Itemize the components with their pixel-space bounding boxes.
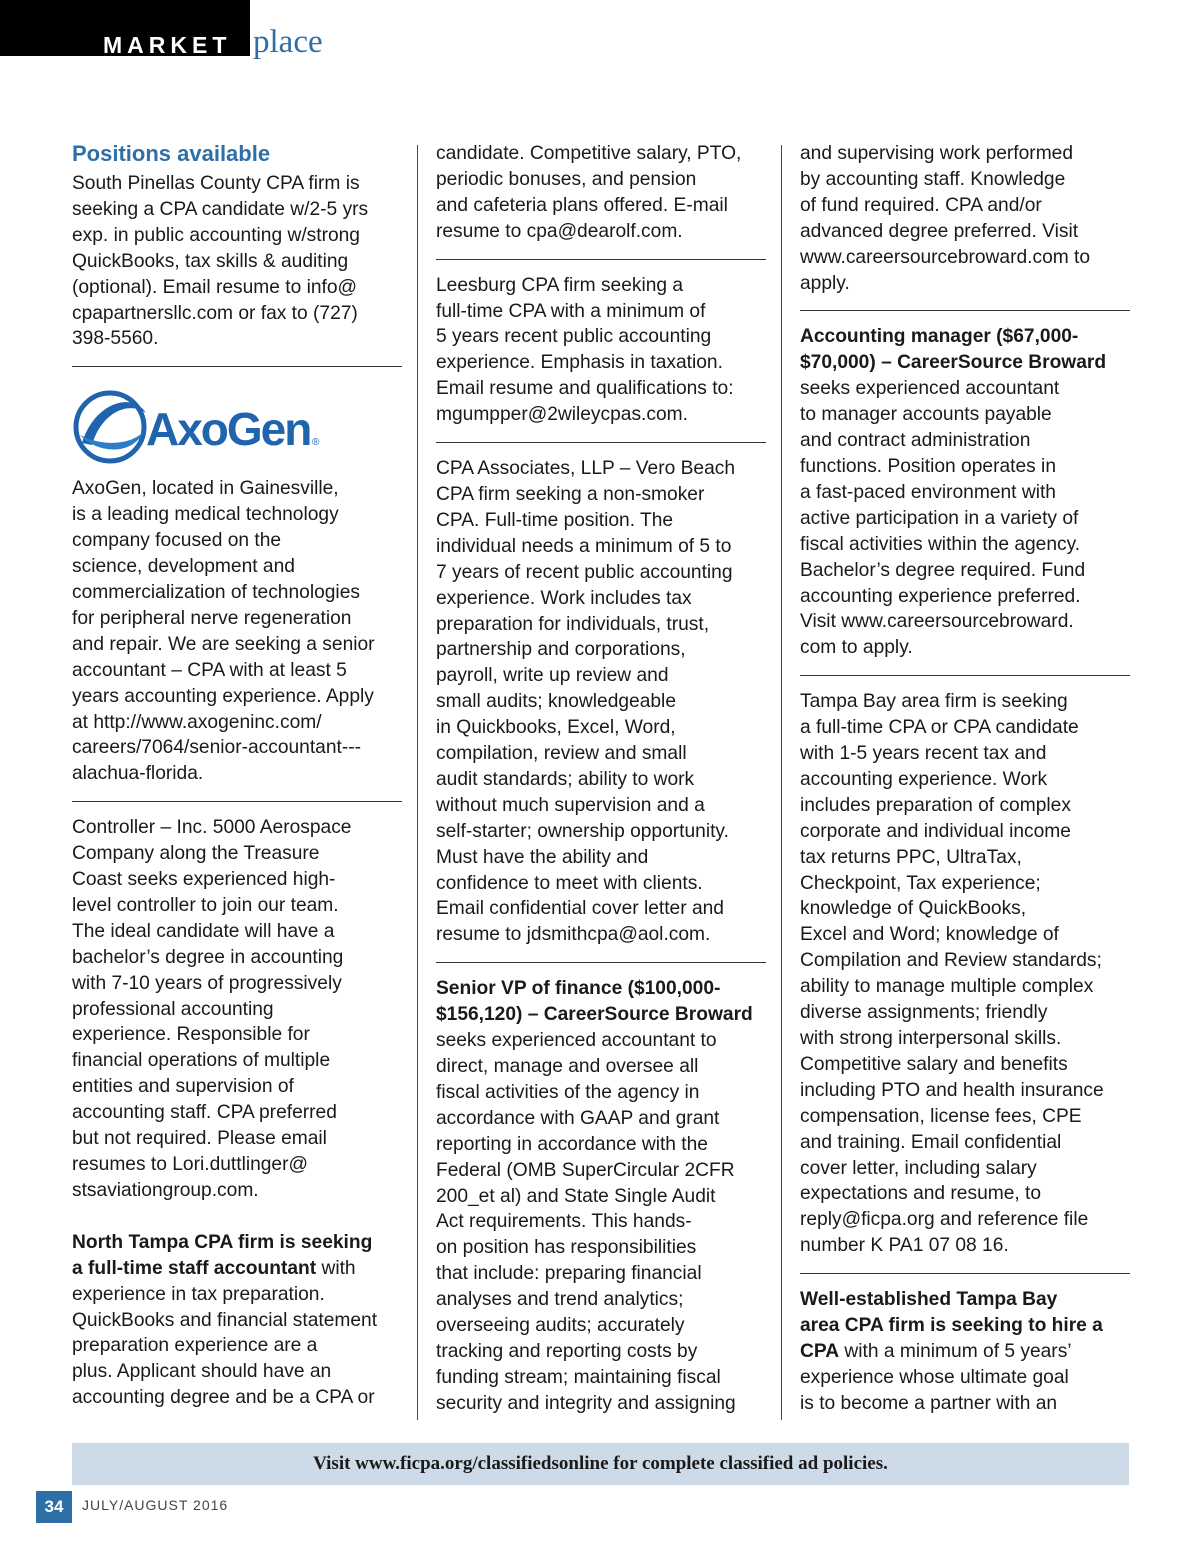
ad-line: commercialization of technologies [72,581,360,603]
ad-line: in Quickbooks, Excel, Word, [436,717,676,739]
ad-line: number K PA1 07 08 16. [800,1235,1009,1257]
ad-line: experience whose ultimate goal [800,1366,1069,1388]
ad-line: but not required. Please email [72,1128,327,1150]
ad-line: and training. Email confidential [800,1131,1062,1153]
ad-line: is to become a partner with an [800,1392,1058,1414]
ad-separator [800,675,1130,676]
ad-line: seeks experienced accountant to [436,1030,717,1052]
ad-line: and repair. We are seeking a senior [72,633,375,655]
ad-line: individual needs a minimum of 5 to [436,535,732,557]
ad-line: preparation for individuals, trust, [436,613,710,635]
ad-line: years accounting experience. Apply [72,685,374,707]
page-number: 34 [36,1491,72,1523]
ad-line: Compilation and Review standards; [800,950,1102,972]
ad-line: direct, manage and oversee all [436,1056,699,1077]
header-place: place [253,24,323,60]
ad-line: apply. [800,272,850,294]
ad-line: QuickBooks and financial statement [72,1309,378,1331]
ad-line: overseeing audits; accurately [436,1315,685,1337]
ad-line: a fast-paced environment with [800,481,1056,503]
ad-line: with strong interpersonal skills. [800,1028,1062,1049]
ad-accounting-manager [800,324,1130,661]
ad-separator [72,366,402,367]
ad-line: and cafeteria plans offered. E-mail [436,194,728,216]
ad-line: Accounting manager ($67,000- [800,326,1079,348]
ad-line: Federal (OMB SuperCircular 2CFR [436,1159,735,1181]
column-divider [781,145,782,1420]
ad-line: accountant – CPA with at least 5 [72,659,347,681]
ad-line: accounting staff. CPA preferred [72,1102,337,1124]
axogen-logo [72,380,402,470]
ad-line: knowledge of QuickBooks, [800,898,1027,920]
ad-line: 200_et al) and State Single Audit [436,1185,716,1207]
ad-line: 5 years recent public accounting [436,326,712,348]
logo-registered: ® [312,437,320,449]
ad-line: exp. in public accounting w/strong [72,224,360,246]
ad-line: security and integrity and assigning [436,1392,736,1414]
ad-line: and contract administration [800,430,1031,452]
ad-line: level controller to join our team. [72,894,339,916]
ad-line: CPA Associates, LLP – Vero Beach [436,458,736,480]
ad-line: accounting experience. Work [800,768,1048,790]
ad-line: self-starter; ownership opportunity. [436,820,729,842]
ad-line: science, development and [72,556,295,578]
ad-line: CPA firm seeking a non-smoker [436,483,705,505]
ad-line: 398-5560. [72,328,159,350]
ad-line: entities and supervision of [72,1076,294,1098]
ad-line: stsaviationgroup.com. [72,1179,259,1201]
ad-line: functions. Position operates in [800,455,1056,477]
ad-line: expectations and resume, to [800,1183,1042,1205]
classified-policy-notice [72,1443,1129,1485]
ad-line: tax returns PPC, UltraTax, [800,846,1022,868]
ad-line: advanced degree preferred. Visit [800,220,1079,242]
ad-separator [800,1273,1130,1274]
column-1 [72,141,402,1411]
ad-tampa-bay [800,689,1130,1259]
ad-line: including PTO and health insurance [800,1079,1104,1101]
ad-axogen [72,476,402,787]
ad-line: a full-time CPA or CPA candidate [800,717,1079,739]
ad-line: fiscal activities within the agency. [800,533,1081,555]
ad-senior-vp-finance [436,976,766,1416]
ad-line: 7 years of recent public accounting [436,561,733,583]
ad-line: with 7-10 years of progressively [72,972,342,994]
ad-line: accounting experience preferred. [800,585,1081,607]
ad-line: $156,120) – CareerSource Broward [436,1004,753,1026]
ad-line: Coast seeks experienced high- [72,869,336,891]
ad-line: experience. Emphasis in taxation. [436,352,723,374]
ad-line: Checkpoint, Tax experience; [800,872,1041,894]
ad-line: Tampa Bay area firm is seeking [800,691,1068,713]
ad-south-pinellas [72,171,402,352]
ad-line: cpapartnersllc.com or fax to (727) [72,302,358,324]
ad-line: and supervising work performed [800,143,1074,164]
ad-cpa-associates [436,456,766,948]
ad-line: at http://www.axogeninc.com/ [72,711,322,733]
column-3 [800,141,1130,1417]
ad-line: (optional). Email resume to info@ [72,276,358,298]
header-market: MARKET [103,32,232,58]
ad-line: funding stream; maintaining fiscal [436,1366,721,1388]
ad-line: accounting degree and be a CPA or [72,1387,375,1409]
column-divider [417,145,418,1420]
ad-line: Email confidential cover letter and [436,898,724,920]
ad-line: periodic bonuses, and pension [436,168,697,190]
ad-line: Competitive salary and benefits [800,1053,1068,1075]
ad-line: full-time CPA with a minimum of [436,300,706,322]
ad-line: experience in tax preparation. [72,1283,325,1305]
logo-text: AxoGen [146,403,311,456]
ad-north-tampa-cont [436,141,766,245]
notice-text: Visit www.ficpa.org/classifiedsonline for complete classified ad policies. [313,1453,888,1474]
ad-line: com to apply. [800,637,913,659]
ad-line: fiscal activities of the agency in [436,1081,700,1103]
ad-line: Bachelor’s degree required. Fund [800,559,1086,581]
ad-line: Visit www.careersourcebroward. [800,611,1074,633]
ad-line: by accounting staff. Knowledge [800,168,1066,190]
ad-line: on position has responsibilities [436,1237,697,1259]
ad-leesburg [436,273,766,428]
axogen-swoosh-icon [72,383,322,467]
ad-controller [72,815,402,1204]
ad-line: financial operations of multiple [72,1050,331,1072]
ad-line: corporate and individual income [800,820,1071,842]
column-2 [436,141,766,1417]
ad-line: www.careersourcebroward.com to [800,246,1091,268]
ad-well-established: Well-established Tampa Bay area CPA firm is seeking to hire a CPA with a minimum of 5 years’ experience whose ultimate goal is to become a partner with an [800,1287,1130,1417]
ad-line: reporting in accordance with the [436,1133,708,1155]
ad-line: preparation experience are a [72,1335,318,1357]
ad-line: small audits; knowledgeable [436,691,676,713]
ad-line: active participation in a variety of [800,507,1079,529]
ad-line: Controller – Inc. 5000 Aerospace [72,817,352,839]
issue-date: JULY/AUGUST 2016 [82,1497,229,1513]
ad-line: to manager accounts payable [800,404,1052,426]
ad-line: company focused on the [72,530,282,552]
ad-line: for peripheral nerve regeneration [72,607,352,629]
ad-line: experience. Work includes tax [436,587,692,609]
ad-line: audit standards; ability to work [436,768,695,790]
ad-separator [800,310,1130,311]
ad-line: resume to jdsmithcpa@aol.com. [436,924,711,946]
ad-line: accordance with GAAP and grant [436,1107,720,1129]
ad-line: seeking a CPA candidate w/2-5 yrs [72,198,369,220]
ad-line: CPA. Full-time position. The [436,509,674,531]
ad-line: compensation, license fees, CPE [800,1105,1082,1127]
ad-separator [436,442,766,443]
ad-separator [436,962,766,963]
ad-line: Excel and Word; knowledge of [800,924,1059,946]
ad-line: partnership and corporations, [436,639,686,661]
ad-line: candidate. Competitive salary, PTO, [436,143,742,164]
ad-senior-vp-cont [800,141,1130,296]
ad-line: of fund required. CPA and/or [800,194,1042,216]
ad-line: resumes to Lori.duttlinger@ [72,1154,308,1175]
ad-line: compilation, review and small [436,743,687,765]
ad-line: bachelor’s degree in accounting [72,946,344,968]
ad-line: with 1-5 years recent tax and [800,743,1047,765]
ad-line: tracking and reporting costs by [436,1340,698,1362]
ad-line: professional accounting [72,998,274,1020]
ad-line: ability to manage multiple complex [800,976,1094,998]
ad-line: diverse assignments; friendly [800,1002,1048,1024]
ad-line: cover letter, including salary [800,1157,1037,1179]
ad-north-tampa: North Tampa CPA firm is seeking a full-time staff accountant with experience in tax preparation. QuickBooks and financial statement preparation experience are a plus. Applicant should have an accounting degree and be a CPA or [72,1230,402,1411]
ad-line: Must have the ability and [436,846,649,868]
ad-line: The ideal candidate will have a [72,920,335,942]
ad-line: seeks experienced accountant [800,378,1060,400]
section-title: Positions available [72,141,271,166]
ad-line: South Pinellas County CPA firm is [72,173,360,194]
ad-line: Leesburg CPA firm seeking a [436,274,684,296]
ad-line: analyses and trend analytics; [436,1289,684,1311]
ad-separator [436,259,766,260]
ad-line: careers/7064/senior-accountant--- [72,737,362,759]
ad-line: Act requirements. This hands- [436,1211,692,1233]
ad-line: includes preparation of complex [800,794,1071,816]
ad-line: QuickBooks, tax skills & auditing [72,250,349,272]
ad-line: that include: preparing financial [436,1263,702,1285]
ad-line: AxoGen, located in Gainesville, [72,478,339,500]
ad-separator [72,801,402,802]
ad-line: mgumpper@2wileycpas.com. [436,404,688,426]
ad-line: Company along the Treasure [72,843,320,865]
ad-line: Senior VP of finance ($100,000- [436,978,721,1000]
ad-line: resume to cpa@dearolf.com. [436,220,683,242]
ad-line: payroll, write up review and [436,665,669,687]
ad-line: confidence to meet with clients. [436,872,703,894]
ad-line: Email resume and qualifications to: [436,378,734,400]
ad-line: alachua-florida. [72,763,204,785]
ad-line: $70,000) – CareerSource Broward [800,352,1107,374]
ad-line: experience. Responsible for [72,1024,310,1046]
ad-line: is a leading medical technology [72,504,339,526]
ad-line: plus. Applicant should have an [72,1361,332,1383]
ad-line: without much supervision and a [436,794,705,816]
ad-line: reply@ficpa.org and reference file [800,1209,1089,1231]
